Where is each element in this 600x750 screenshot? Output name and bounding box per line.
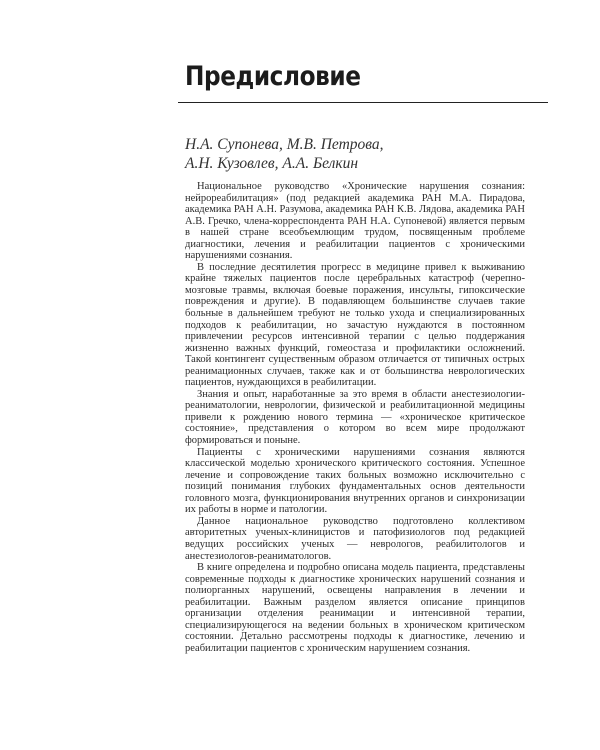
authors-block — [185, 135, 384, 173]
paragraph: В последние десятилетия прогресс в медицине привел к выживанию крайне тяжелых пациентов после церебральных катастроф (черепно-мозговые травмы, включая боевые поражения, инсульты, гипоксические повреждения и другие). В подавляющем большинстве случаев такие больные в дальнейшем требуют не только ухода и специализированных подходов к реабилитации, но зачастую нуждаются в постоянном привлечении ресурсов интенсивной терапии с целью поддержания жизненно важных функций, гомеостаза и профилактики осложнений. Такой контингент существенным образом отличается от типичных острых реанимационных случаев, также как и от большинства неврологических пациентов, нуждающихся в реабилитации. — [185, 261, 525, 389]
paragraph: Данное национальное руководство подготовлено коллективом авторитетных ученых-клиницистов и патофизиологов под редакцией ведущих российских ученых — неврологов, реабилитологов и анестезиологов-реаниматологов. — [185, 515, 525, 562]
paragraph: В книге определена и подробно описана модель пациента, представлены современные подходы к диагностике хронических нарушений сознания и полиорганных нарушений, освещены направления в лечении и реабилитации. Важным разделом является описание принципов организации отделения реанимации и интенсивной терапии, специализирующегося на ведении больных в хроническом критическом состоянии. Детально рассмотрены подходы к диагностике, лечению и реабилитации пациентов с хроническим нарушением сознания. — [185, 562, 525, 654]
page-title: Предисловие — [185, 61, 361, 92]
paragraph: Национальное руководство «Хронические нарушения сознания: нейрореабилитация» (под редакцией академика РАН М.А. Пирадова, академика РАН А.Н. Разумова, академика РАН К.В. Лядова, академика РАН А.В. Гречко, члена-корреспондента РАН Н.А. Супоневой) является первым в нашей стране всеобъемлющим трудом, посвященным проблеме диагностики, лечения и реабилитации пациентов с хроническими нарушениями сознания. — [185, 181, 525, 262]
paragraph: Пациенты с хроническими нарушениями сознания являются классической моделью хронического критического состояния. Успешное лечение и сопровождение таких больных возможно исключительно с позиций понимания глубоких фундаментальных основ деятельности головного мозга, функционирования внутренних органов и синхронизации их работы в норме и патологии. — [185, 446, 525, 516]
title-divider — [178, 102, 548, 103]
authors-line: Н.А. Супонева, М.В. Петрова, — [185, 136, 384, 153]
authors-line: А.Н. Кузовлев, А.А. Белкин — [185, 155, 359, 172]
paragraph: Знания и опыт, наработанные за это время в области анестезиологии-реаниматологии, неврологии, физической и реабилитационной медицины привели к рождению нового термина — «хроническое критическое состояние», представления о котором во всем мире продолжают формироваться и поныне. — [185, 388, 525, 447]
body-text — [185, 181, 525, 654]
